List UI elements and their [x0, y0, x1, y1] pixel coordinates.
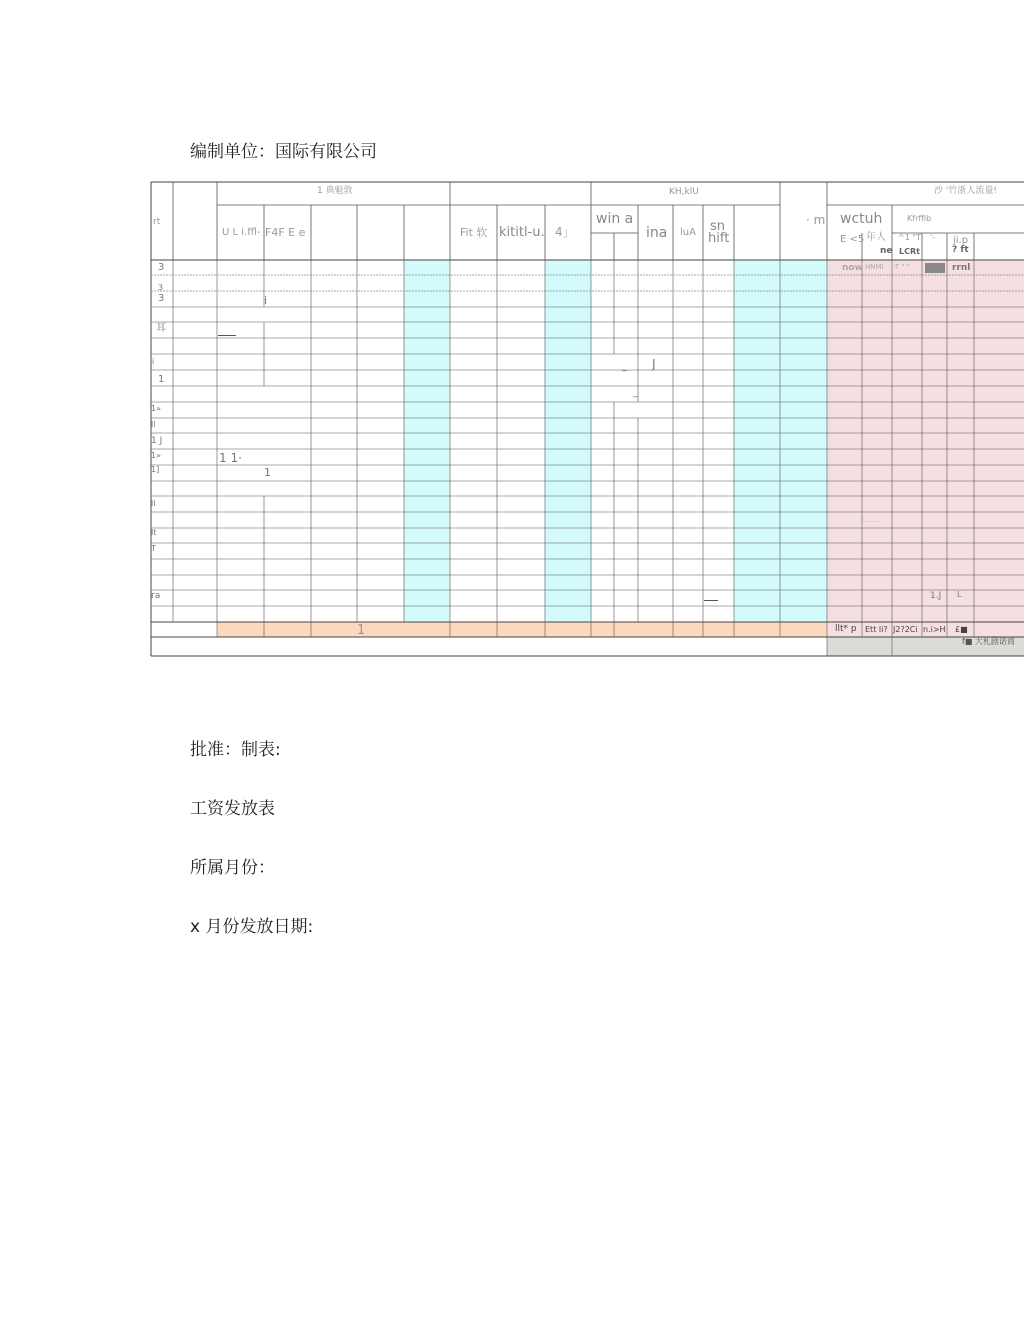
cell-mark-dash: _: [622, 361, 627, 372]
cell-mark-i: i: [264, 294, 268, 307]
header-col-f4f: F4F E e: [265, 226, 306, 239]
header-col-lcrt: LCRt: [899, 247, 920, 256]
row-label: 3: [158, 262, 165, 273]
cell-mark-j: J: [652, 357, 656, 371]
header-col-ft: ? ft: [952, 245, 969, 255]
month-label: 所属月份：: [190, 858, 275, 878]
header-col-e5: E <5: [840, 234, 865, 245]
company-label: 编制单位：国际有限公司: [190, 142, 377, 162]
header-col-nianren: 年人: [866, 232, 886, 243]
header-col-jip: ji.p: [953, 235, 969, 246]
header-col-sn: sn: [710, 219, 726, 234]
header-col-kititl: kititl-u.: [499, 225, 545, 240]
footer-cell: J2?2Ci: [893, 625, 918, 634]
row-label: ll: [151, 420, 156, 429]
row1-cell: -T " ": [893, 263, 911, 271]
row-label: T: [151, 544, 156, 553]
header-col-kfrffib: Kfrffib: [907, 214, 932, 223]
cell-mark-l: L: [957, 590, 962, 599]
row-label: ra: [151, 591, 161, 601]
footer-cell: llt* p: [835, 624, 857, 634]
row-label: 3: [158, 283, 164, 292]
header-col-m: · m: [806, 213, 826, 227]
footer-cell: n.i>H: [923, 625, 946, 634]
cell-underline: [218, 335, 236, 336]
header-col-win: win a: [596, 211, 634, 227]
row-label: 1»: [151, 451, 161, 460]
header-col-hift: hift: [708, 231, 730, 246]
row-label: ll: [151, 499, 156, 508]
footer-note: f■ 大札剧诺商: [962, 637, 1015, 646]
row-label: It: [151, 528, 157, 537]
header-col-ina: ina: [646, 225, 668, 241]
header-col-ul: U L i.ffl-: [222, 227, 261, 238]
header-col-1t: ^1 "T: [898, 233, 921, 242]
cell-mark-dots: i:........: [862, 517, 881, 524]
header-col-4: 4」: [555, 225, 575, 239]
row-label: 1]: [151, 465, 160, 474]
row1-cell: rrnl: [952, 263, 971, 273]
row1-cell: HNMl: [865, 263, 884, 271]
header-col-wctuh: wctuh: [840, 211, 883, 227]
approve-label: 批准：制表:: [190, 740, 281, 760]
header-col-fit: Fit 软: [460, 226, 488, 239]
footer-cell: £■: [955, 625, 968, 634]
cell-underline: [704, 600, 718, 601]
cell-mark-dash: _: [633, 387, 638, 398]
row1-cell: now: [842, 263, 863, 273]
header-col-dash: '-: [930, 233, 936, 242]
header-col-rt: rt: [153, 217, 161, 227]
footer-cell: Ett li?: [865, 625, 888, 634]
date-label: x 月份发放日期:: [190, 917, 314, 937]
row-label: 耳: [156, 323, 166, 334]
row-label: i: [152, 357, 155, 366]
header-col-ne: ne: [880, 246, 893, 256]
row-label: 3: [158, 293, 165, 304]
header-group-1: 1 典魁敦: [317, 186, 353, 196]
cell-mark-1: 1: [264, 466, 271, 479]
shaded-columns: [217, 260, 1024, 656]
header-group-3: 沙 '竹浙人流量!: [934, 186, 997, 196]
row-label: 1 J: [151, 436, 163, 446]
header-group-2: KH,klU: [669, 187, 699, 197]
row-label: 1»: [151, 404, 161, 413]
payroll-title: 工资发放表: [190, 799, 275, 819]
row-label: 1: [158, 374, 165, 385]
cell-mark-1j: 1.J: [930, 591, 942, 601]
header-col-lua: luA: [680, 227, 696, 238]
total-mark: 1: [357, 623, 366, 638]
cell-mark-11: 1 1·: [219, 451, 242, 465]
